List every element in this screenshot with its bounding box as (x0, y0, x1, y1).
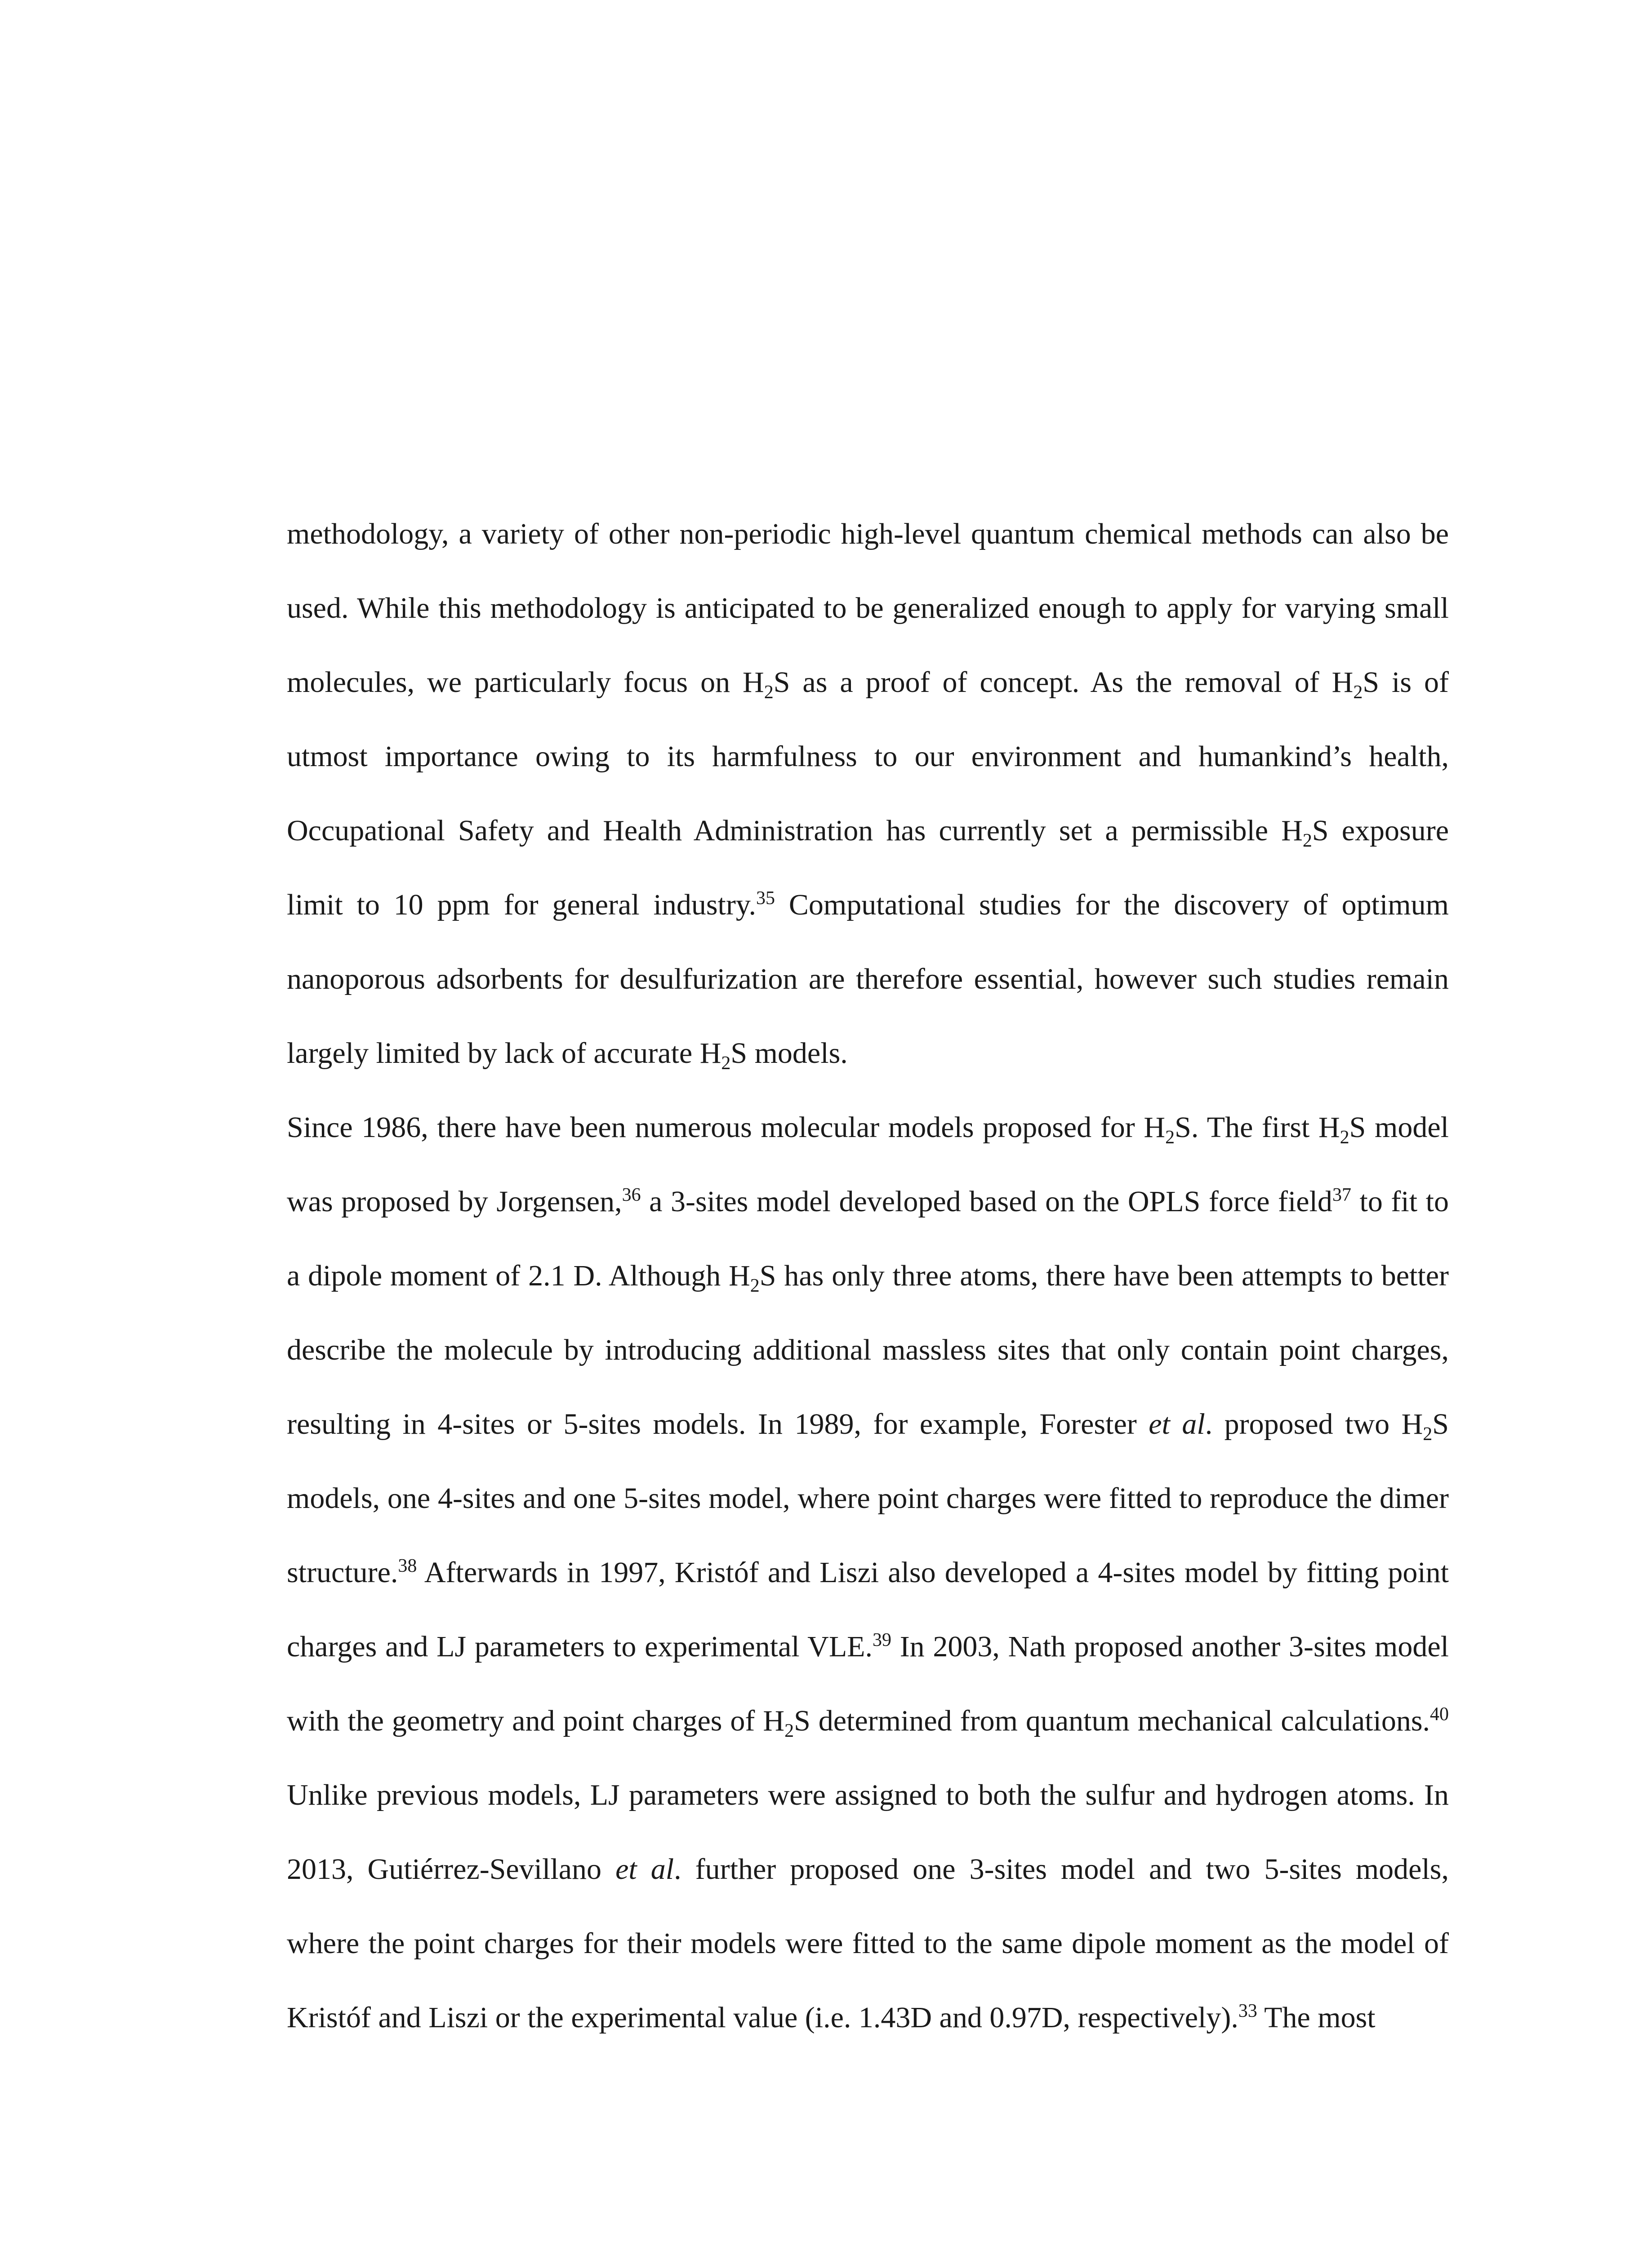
text-run: S is of utmost importance owing to its harmfulness to our environment and humankind’s health, Occupational Safety and Health Administration has currently set a permissible H (287, 666, 1449, 847)
text-run: S. The first H (1175, 1111, 1340, 1144)
citation-superscript: 36 (622, 1185, 641, 1205)
subscript: 2 (784, 1721, 794, 1742)
subscript: 2 (1340, 1127, 1349, 1148)
text-run: S has only three atoms, there have been attempts to better describe the molecule by introducing additional massless sites that only contain point charges, resulting in 4-sites or 5-sites models. In 1989, for example, Forester (287, 1259, 1449, 1441)
text-run: Afterwards in 1997, Kristóf and Liszi also developed a 4-sites model by fitting point charges and LJ parameters to experimental VLE. (287, 1556, 1449, 1663)
text-run: . proposed two H (1205, 1408, 1423, 1441)
subscript: 2 (764, 682, 774, 703)
citation-superscript: 38 (398, 1556, 417, 1576)
italic-text: et al (615, 1853, 674, 1886)
text-run: S as a proof of concept. As the removal of H (773, 666, 1354, 699)
citation-superscript: 33 (1238, 2001, 1257, 2021)
text-run: Since 1986, there have been numerous molecular models proposed for H (287, 1111, 1166, 1144)
subscript: 2 (1353, 682, 1363, 703)
text-run: to fit to a dipole moment of 2.1 D. Although H (287, 1185, 1449, 1292)
citation-superscript: 35 (756, 888, 775, 909)
subscript: 2 (721, 1053, 731, 1074)
paragraph-h2s-models (287, 1090, 1449, 2055)
text-run: Unlike previous models, LJ parameters were assigned to both the sulfur and hydrogen atoms. In 2013, Gutiérrez-Sevillano (287, 1779, 1449, 1886)
text-run: S models, one 4-sites and one 5-sites model, where point charges were fitted to reproduce the dimer structure. (287, 1408, 1449, 1589)
subscript: 2 (1302, 830, 1312, 852)
italic-text: et al (1149, 1408, 1205, 1441)
text-run: . further proposed one 3-sites model and two 5-sites models, where the point charges for their models were fitted to the same dipole moment as the model of Kristóf and Liszi or the experimental value (i.e. 1.43D and 0.97D, respectively). (287, 1853, 1449, 2034)
citation-superscript: 37 (1332, 1185, 1351, 1205)
text-run: In 2003, Nath proposed another 3-sites model with the geometry and point charges of H (287, 1630, 1449, 1737)
body-text (287, 497, 1449, 2055)
subscript: 2 (1165, 1127, 1175, 1148)
text-run: S models. (730, 1037, 848, 1070)
citation-superscript: 40 (1430, 1704, 1449, 1725)
text-run: The most (1257, 2001, 1376, 2034)
text-run: S exposure limit to 10 ppm for general industry. (287, 814, 1449, 921)
subscript: 2 (1423, 1424, 1433, 1445)
text-run: a 3-sites model developed based on the OPLS force field (641, 1185, 1332, 1218)
text-run: S model was proposed by Jorgensen, (287, 1111, 1449, 1218)
text-run: Computational studies for the discovery of optimum nanoporous adsorbents for desulfurization are therefore essential, however such studies remain largely limited by lack of accurate H (287, 888, 1449, 1070)
citation-superscript: 39 (872, 1630, 891, 1650)
subscript: 2 (750, 1276, 760, 1297)
text-run: S determined from quantum mechanical calculations. (794, 1704, 1430, 1737)
paragraph-methodology (287, 497, 1449, 1090)
text-run: methodology, a variety of other non-periodic high-level quantum chemical methods can also be used. While this methodology is anticipated to be generalized enough to apply for varying small molecules, we particularly focus on H (287, 517, 1449, 699)
